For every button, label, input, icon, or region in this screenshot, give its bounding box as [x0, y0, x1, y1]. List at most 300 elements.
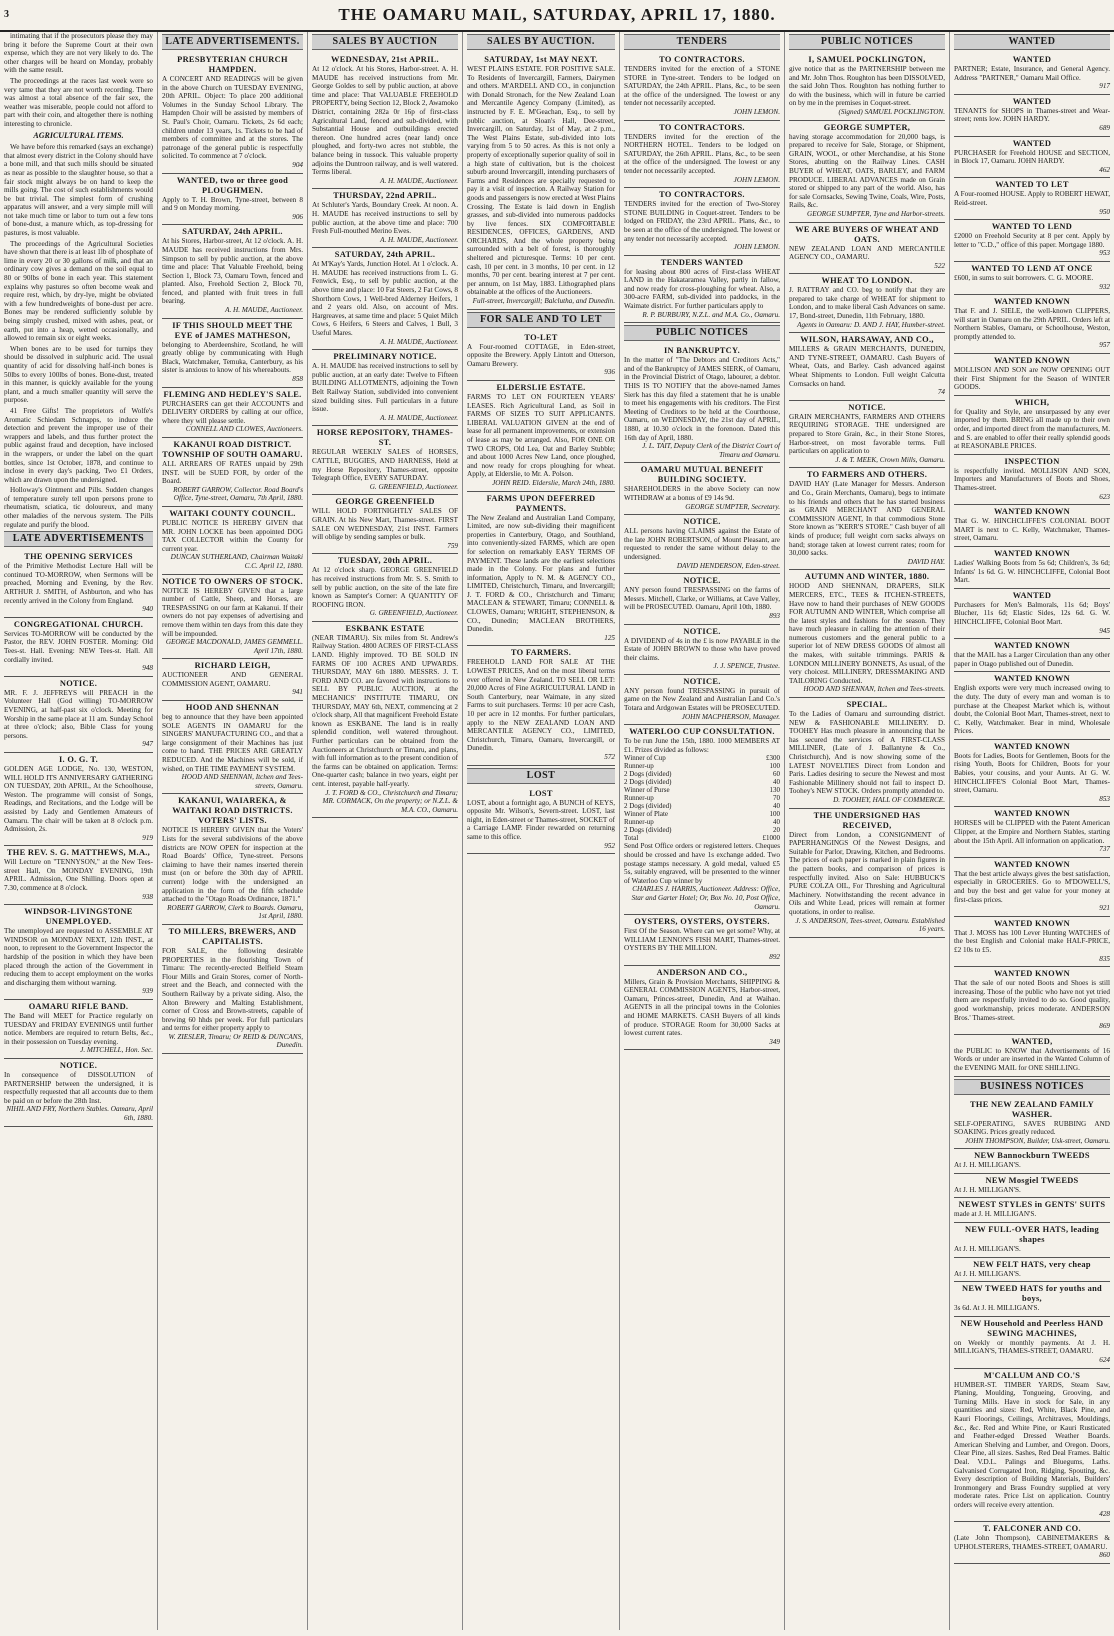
- ad: [954, 1223, 1110, 1258]
- ad-title: WANTED KNOWN: [994, 741, 1070, 751]
- prize-label: Runner-up: [624, 794, 654, 803]
- ad-sign: G. GREENFIELD, Auctioneer.: [369, 482, 458, 491]
- ad: [4, 753, 153, 846]
- column-heading: TENDERS: [624, 34, 780, 50]
- ad-sign: J. & T. MEEK, Crown Mills, Oamaru.: [835, 455, 945, 464]
- ad-sign: 919: [142, 833, 153, 842]
- ad: [467, 331, 615, 381]
- ad-title: WANTED TO LEND: [991, 222, 1073, 232]
- ad-title: WANTED KNOWN: [994, 969, 1070, 979]
- ad-title: WINDSOR-LIVINGSTONE UNEMPLOYED.: [24, 907, 133, 927]
- ad-title: NOTICE.: [59, 678, 98, 688]
- ad: [162, 701, 303, 794]
- ad-body: PURCHASER for Freehold HOUSE and SECTION, in Block 17, Oamaru. JOHN HARDY.: [954, 148, 1110, 166]
- ad-title: IN BANKRUPTCY.: [663, 346, 741, 356]
- ad: [954, 1282, 1110, 1317]
- ad-body: PARTNER; Estate, Insurance, and General Agency. Address "PARTNER," Oamaru Mail Office.: [954, 65, 1110, 82]
- ad: [467, 492, 615, 647]
- prize-amount: 130: [769, 786, 780, 795]
- ad-sign: 623: [1099, 492, 1110, 501]
- ad-body: TENDERS invited for the erection of Two-Storey STONE BUILDING in Coquet-street. Tenders to be lodged on FRIDAY, the 23rd APRIL. Plans, &c., to be seen at the office of the undersigned. The lowest or any tender not necessarily accepted.: [624, 200, 780, 243]
- ad-body: TENDERS invited for the erection of the NORTHERN HOTEL. Tenders to be lodged on SATURDAY, the 26th APRIL. Plans, &c., to be seen at the office of the undersigned. The lowest or any tender not necessarily accepted.: [624, 132, 780, 175]
- ad-title: ELDERSLIE ESTATE.: [496, 383, 586, 392]
- ad-title: PRELIMINARY NOTICE.: [333, 352, 437, 362]
- ad-body: A DIVIDEND of 4s in the £ is now PAYABLE in the Estate of JOHN BROWN to those who have proved their claims.: [624, 636, 780, 662]
- ad-body: WILL HOLD FORTNIGHTLY SALES OF GRAIN. At his New Mart, Thames-street. FIRST SALE ON WEDNESDAY, 21st INST. Farmers will oblige by sending samples or bulk.: [312, 507, 458, 542]
- ad-title: WATERLOO CUP CONSULTATION.: [629, 727, 775, 737]
- ad-title: NEW FELT HATS, very cheap: [973, 1259, 1091, 1269]
- ad: [789, 121, 945, 223]
- ad-title: THE NEW ZEALAND FAMILY WASHER.: [970, 1099, 1094, 1119]
- ad-body: Services TO-MORROW will be conducted by the Pastor, the REV. JOHN FOSTER. Morning: Old Tees-st. Hall. Evening: NEW Tees-st. Hall. All cordially invited.: [4, 629, 153, 664]
- ad-body: is respectfully invited. MOLLISON AND SON, Importers and Manufacturers of Boots and Shoes, Thames-street.: [954, 466, 1110, 492]
- ad-title: TO-LET: [524, 332, 558, 342]
- ad-sign: JOHN MACPHERSON, Manager.: [681, 712, 780, 721]
- ad-title: FARMS UPON DEFERRED PAYMENTS.: [486, 493, 596, 513]
- ad-body: Ladies' Walking Boots from 5s 6d; Children's, 3s 6d; Infants' 1s 6d. G. W. HINCHCLIFFE, Colonial Boot Mart.: [954, 558, 1110, 585]
- ad-title: NOTICE.: [59, 1060, 98, 1070]
- ad-body: That G. W. HINCHCLIFFE'S COLONIAL BOOT MART is next to C. Kelly, Watchmaker, Thames-street, Oamaru.: [954, 517, 1110, 543]
- ad-sign: 950: [1099, 207, 1110, 216]
- ad-sign: 125: [604, 633, 615, 642]
- ad: [467, 646, 615, 765]
- ad: [954, 1198, 1110, 1223]
- ad-title: WAITAKI COUNTY COUNCIL.: [169, 508, 296, 518]
- ad: [312, 495, 458, 554]
- ad-title: INSPECTION: [1004, 456, 1060, 466]
- ad-sign: Agents in Oamaru: D. AND J. HAY, Humber-street.: [797, 320, 945, 329]
- ad-sign: W. ZIESLER, Timaru; Or REID & DUNCANS, Dunedin.: [168, 1032, 303, 1050]
- ad-sign: 737: [1099, 845, 1110, 854]
- ad-sign: 74: [937, 388, 945, 397]
- article-text: Holloway's Ointment and Pills. Sudden changes of temperature surely tell upon persons prone to rheumatism, sciatica, tic doloureux, and many other maladies of the nervous system. The Pills regulate and purify the blood.: [4, 486, 153, 529]
- ad-title: WILSON, HARSAWAY, AND CO.,: [800, 335, 934, 345]
- column-heading: PUBLIC NOTICES: [789, 34, 945, 50]
- ad-body: 3s 6d. At J. H. MILLIGAN'S.: [954, 1304, 1040, 1313]
- article-text: When bones are to be used for turnips they should be dissolved in sulphuric acid. The usual quantity of acid for dissolving half-inch bones is 50lbs to every 100lbs of bones. Bone-dust, treated in this manner, is quickly available for the young plant, and a much smaller quantity will serve the purpose.: [4, 344, 153, 405]
- ad-title: RICHARD LEIGH,: [194, 661, 271, 671]
- ad-sign: 869: [1099, 1022, 1110, 1031]
- ad-body: Millers, Grain & Provision Merchants, SHIPPING & GENERAL COMMISSION AGENTS, Harbor-street, Oamaru, Princes-street, Dunedin, And at Waihao. AGENTS in all the principal towns in the Colonies and HOME MARKETS. CASH Buyers of all kinds of produce. STORAGE Room for 30,000 Sacks at lowest current rates.: [624, 977, 780, 1038]
- ad-sign: GEORGE SUMPTER, Tyne and Harbor-streets.: [807, 209, 945, 218]
- masthead-title: THE OAMARU MAIL, SATURDAY, APRIL 17, 1880.: [338, 5, 776, 24]
- ad: [467, 381, 615, 492]
- ad: [312, 622, 458, 818]
- ad-sign: A. H. MAUDE, Auctioneer.: [380, 337, 458, 346]
- ad: [954, 1174, 1110, 1199]
- prize-amount: 100: [769, 762, 780, 771]
- prize-label: 2 Dogs (divided): [624, 802, 672, 811]
- ad: [954, 396, 1110, 455]
- ad-body: TENDERS invited for the erection of a STONE STORE in Tyne-street. Tenders to be lodged on SATURDAY, the 24th APRIL. Plans, &c., to be seen at the office of the undersigned. The lowest or any tender not necessarily accepted.: [624, 65, 780, 108]
- ad-title: CONGREGATIONAL CHURCH.: [13, 619, 144, 629]
- prize-amount: 60: [773, 770, 780, 779]
- columns: [0, 32, 1114, 1632]
- ad: [954, 295, 1110, 354]
- ad-body: HORSES will be CLIPPED with the Patent American Clipper, at the Empire and Northern Stables, starting about the 15th April. All information on application.: [954, 819, 1110, 845]
- ad: [789, 333, 945, 401]
- prize-label: Winner of Purse: [624, 786, 670, 795]
- ad-title: WANTED, two or three good PLOUGHMEN.: [176, 175, 289, 195]
- ad-sign: 853: [1099, 794, 1110, 803]
- ad-body: At J. H. MILLIGAN'S.: [954, 1185, 1021, 1194]
- ad-body: having storage accommodation for 20,000 bags, is prepared to receive for Sale, Storage, or Shipment, GRAIN, WOOL, or other Merchandise, at his Stone Stores, abutting on the Railway Lines. CASH BUYER of WHEAT, OATS, BARLEY, and FARM PRODUCE. LIBERAL ADVANCES made on Grain stored or shipped to any part of the world. Also, has for sale Cornsacks, Sewing Twine, Coals, Wire, Posts, Rails, &c.: [789, 132, 945, 210]
- ad-sign: NIHIL AND FRY, Northern Stables. Oamaru, April 6th, 1880.: [6, 1105, 153, 1122]
- ad: [312, 554, 458, 622]
- ad: [954, 1149, 1110, 1174]
- ad: [4, 677, 153, 753]
- ad: [954, 672, 1110, 740]
- ad-body: Purchasers for Men's Balmorals, 11s 6d; Boys' Blucher, 11s 6d; Elastic Sides, 12s 6d. G. W. HINCHCLIFFE, Colonial Boot Mart.: [954, 600, 1110, 626]
- ad-title: NOTICE.: [683, 676, 721, 686]
- ad-sign: 689: [1099, 123, 1110, 132]
- ad-title: OAMARU MUTUAL BENEFIT BUILDING SOCIETY.: [640, 465, 764, 485]
- ad: [162, 388, 303, 438]
- masthead: [0, 0, 1114, 32]
- prize-row: [624, 834, 780, 842]
- ad-body: £2000 on Freehold Security at 8 per cent. Apply by letter to "C.D.," office of this paper. Mortgage 1880.: [954, 232, 1110, 249]
- ad-body: SELF-OPERATING, SAVES RUBBING AND SOAKING. Prices greatly reduced.: [954, 1119, 1110, 1137]
- ad-body: MOLLISON AND SON are NOW OPENING OUT their First Shipment for the Season of WINTER GOODS.: [954, 366, 1110, 392]
- ad: [954, 137, 1110, 179]
- ad-title: WANTED KNOWN: [994, 918, 1070, 928]
- ad: [624, 966, 780, 1051]
- ad-sign: JOHN REID. Elderslie, March 24th, 1880.: [492, 478, 615, 487]
- prize-amount: £300: [766, 754, 780, 763]
- ad-title: TO CONTRACTORS.: [659, 190, 745, 200]
- ad-sign: 952: [604, 841, 615, 850]
- ad-sign: 945: [1099, 626, 1110, 635]
- ad-title: ESKBANK ESTATE: [345, 623, 425, 633]
- column-1: [0, 32, 158, 1630]
- ad: [954, 1258, 1110, 1283]
- section-heading: AGRICULTURAL ITEMS.: [33, 130, 124, 140]
- ad-sign: 917: [1099, 82, 1110, 91]
- ad-sign: ROBERT GARROW, Collector. Road Board's Office, Tyne-street, Oamaru, 7th April, 1880.: [173, 485, 303, 503]
- ad: [4, 550, 153, 618]
- ad: [312, 189, 458, 248]
- ad: [467, 53, 615, 310]
- ad-body: SHAREHOLDERS in the above Society can now WITHDRAW at a bonus of £9 14s 9d.: [624, 485, 780, 502]
- ad-body: that the MAIL has a Larger Circulation than any other paper in Otago published out of Dunedin.: [954, 651, 1110, 668]
- ad-body: PUBLIC NOTICE IS HEREBY GIVEN that MR. JOHN LOCKE has been appointed DOG TAX COLLECTOR within the County for current year.: [162, 518, 303, 553]
- ad: [624, 574, 780, 624]
- ad-sign: 572: [604, 752, 615, 761]
- ad: [4, 1059, 153, 1127]
- ad-sign: 906: [292, 212, 303, 221]
- ad-title: WANTED KNOWN: [994, 674, 1070, 684]
- ad-body: A CONCERT AND READINGS will be given in the above Church on TUESDAY EVENING, 20th APRIL. Object: To place 200 additional Volumes in the Sunday School Library. The Hampden Choir will be assisted by members of St. Paul's Choir, Oamaru. Tickets, 2s 6d each; children under 13 years, 1s. Tickets to be had of members of committee and at the stores. The patronage of the general public is respectfully solicited. To commence at 7 o'clock.: [162, 75, 303, 161]
- ad-body: To be run June the 15th, 1880. 1000 MEMBERS AT £1. Prizes divided as follows:: [624, 737, 780, 754]
- ad-title: AUTUMN AND WINTER, 1880.: [804, 572, 930, 582]
- prize-label: 2 Dogs (divided): [624, 826, 672, 835]
- ad-title: NEW Bannockburn TWEEDS: [974, 1151, 1090, 1161]
- column-heading: SALES BY AUCTION: [312, 34, 458, 50]
- ad-body: At J. H. MILLIGAN'S.: [954, 1245, 1021, 1254]
- ad-body: A Four-roomed COTTAGE, in Eden-street, opposite the Brewery. Apply Lintott and Otterson, Oamaru Brewery.: [467, 342, 615, 368]
- ad-body: English exports were very much increased owing to the duty. The duty of every man and woman is to purchase at the Cheapest Market which is, without doubt, the Colonial Boot Mart, Thames-street, next to C. Kelly, Watchmaker. Bear in mind, Wholesale Prices.: [954, 684, 1110, 736]
- ad-title: THE OPENING SERVICES: [24, 552, 133, 562]
- ad: [4, 846, 153, 905]
- ad-title: NEW TWEED HATS for youths and boys,: [961, 1284, 1103, 1304]
- ad-title: IF THIS SHOULD MEET THE EYE of JAMES MATHESON,: [172, 320, 293, 340]
- ad: [954, 95, 1110, 137]
- ad-sign: JOHN LEMON.: [733, 107, 780, 116]
- ad-title: THE UNDERSIGNED HAS RECEIVED,: [813, 810, 921, 830]
- column-heading: WANTED: [954, 34, 1110, 50]
- ad-title: WANTED: [1012, 590, 1052, 600]
- ad-body: ALL ARREARS OF RATES unpaid by 29th INST. will be SUED FOR, by order of the Board.: [162, 460, 303, 486]
- ad-body: beg to announce that they have been appointed SOLE AGENTS IN OAMARU for the SINGERS' MANUFACTURING CO., and that a large consignment of their Machines has just come to hand. THE PRICES ARE GREATLY REDUCED. And the Machines will be sold, if wished, on THE TIME PAYMENT SYSTEM.: [162, 713, 303, 773]
- prize-label: Winner of Plate: [624, 810, 669, 819]
- ad-title: WANTED KNOWN: [994, 809, 1070, 819]
- ad-title: LOST: [529, 788, 553, 798]
- ad-title: HOOD AND SHENNAN: [185, 703, 280, 713]
- ad-body: Boots for Ladies, Boots for Gentlemen, Boots for the rising Youth, Boots for Children, Boots for your Babies, your cousins, and your Aunts. At G. W. HINCHCLIFFE'S Colonial Boot Mart, Thames-street, Oamaru.: [954, 751, 1110, 795]
- ad-sign: A. H. MAUDE, Auctioneer.: [380, 413, 458, 422]
- ad-body: That J. MOSS has 100 Lever Hunting WATCHES of the best English and Colonial make HALF-PRICE, £2 10s to £5.: [954, 928, 1110, 954]
- ad-sign: 522: [934, 261, 945, 270]
- ad-body: That the sale of our noted Boots and Shoes is still increasing. Those of the public who have not yet tried them are respectfully invited to do so. Good quality, good workmanship, prices moderate. ANDERSON Bros.' Thames-street.: [954, 979, 1110, 1022]
- ad-sign: G. GREENFIELD, Auctioneer.: [369, 609, 458, 618]
- ad-body: Direct from London, a CONSIGNMENT of PAPERHANGINGS Of the Newest Designs, and Suitable for Parlor, Drawing, Kitchen, and Bedrooms. The prices of each paper is marked in plain figures in the pattern books, and comparison of prices is respectfully invited. Also on Sale: HUBBUCK'S PURE COLZA OIL, For Threshing and Agricultural Machinery. Notwithstanding the recent advance in Oils and White Lead, prices will remain at former quotations, in order to realise.: [789, 830, 945, 916]
- ad-title: KAKANUI ROAD DISTRICT. TOWNSHIP OF SOUTH OAMARU.: [162, 440, 303, 459]
- article-text: We have before this remarked (says an exchange) that almost every district in the Colony should have a bone mill, and that such mills should be situated as near as possible to the slaughter house, so that a fair stock might always be on hand to keep the mills going. The cost of such establishments would be but trivial. The simplest form of crushing apparatus will answer, and a very simple mill will not take much time or labor to turn out a few tons of bone-dust, a manure which, as top-dressing for pastures, is most valuable.: [4, 143, 153, 238]
- prize-row: [624, 762, 780, 770]
- ad-title: WANTED KNOWN: [994, 356, 1070, 366]
- column-heading: PUBLIC NOTICES: [624, 325, 780, 341]
- ad-sign: JOHN LEMON.: [733, 175, 780, 184]
- ad-title: WANTED,: [1011, 1036, 1053, 1046]
- ad: [624, 725, 780, 915]
- prize-row: [624, 826, 780, 834]
- ad-body: for Quality and Style, are unsurpassed by any ever imported by them. BRING all made up to their own order, and imported direct from the manufacturers, M. and S. are enabled to offer their really splendid goods at REASONABLE PRICES.: [954, 407, 1110, 451]
- ad-sign: 835: [1099, 954, 1110, 963]
- ad-title: NOTICE.: [683, 517, 721, 527]
- ad-sign: JOHN LEMON.: [733, 243, 780, 252]
- column-heading: LATE ADVERTISEMENTS.: [162, 34, 303, 50]
- ad-body: ANY person found TRESPASSING in pursuit of game on the New Zealand and Australian Land Co.'s Totara and Ardgowan Estates will be PROSECUTED.: [624, 686, 780, 713]
- ad-body: FOR SALE, the following desirable PROPERTIES in the flourishing Town of Timaru: The recently-erected Belfield Steam Flour Mills and Grain Stores, corner of North-street and the Beach, and connected with the Southern Railway by a private siding. Also, the Alton Brewery and Malting Establishment, corner of Cross and Brown-streets, capable of brewing 60 hhds per week. For full particulars and terms for either property apply to: [162, 946, 303, 1033]
- ad-sign: CONNELL AND CLOWES, Auctioneers.: [185, 425, 303, 434]
- ad-body: LOST, about a fortnight ago, A BUNCH of KEYS, opposite Mr. Wilson's, Severn-street. LOST, last night, in Eden-street or Thames-street, SOCKET of a Carriage LAMP. Finder rewarded on returning same to this office.: [467, 798, 615, 841]
- prize-table: [624, 754, 780, 842]
- ad-sign: 349: [769, 1037, 780, 1046]
- ad: [954, 262, 1110, 295]
- ad-body: TENANTS for SHOPS in Thames-street and Wear-street; rents low. JOHN HARDY.: [954, 106, 1110, 124]
- ad: [4, 618, 153, 677]
- ad: [162, 174, 303, 226]
- ad: [624, 121, 780, 189]
- ad: [467, 787, 615, 855]
- prize-label: Runner-up: [624, 818, 654, 827]
- ad: [624, 915, 780, 965]
- ad-title: OYSTERS, OYSTERS, OYSTERS.: [634, 917, 770, 927]
- ad-sign: GEORGE SUMPTER, Secretary.: [685, 502, 780, 511]
- ad-sign: 904: [292, 160, 303, 169]
- ad-sign: A. H. MAUDE, Auctioneer.: [380, 176, 458, 185]
- ad-title: I, SAMUEL POCKLINGTON,: [808, 55, 926, 64]
- prize-row: [624, 794, 780, 802]
- ad-title: SATURDAY, 1st MAY NEXT.: [484, 55, 598, 64]
- ad-body: belonging to Aberdeenshire, Scotland, he will greatly oblige by communicating with Hugh Black, Watchmaker, Temuka, Canterbury, as his sister is anxious to know of his whereabouts.: [162, 340, 303, 375]
- ad-title: TO CONTRACTORS.: [659, 55, 745, 64]
- ad-title: THURSDAY, 22nd APRIL.: [333, 191, 437, 201]
- ad-sign: HOOD AND SHENNAN, Itchen and Tees-streets.: [803, 685, 945, 694]
- ad: [789, 401, 945, 469]
- ad-title: THE REV. S. G. MATTHEWS, M.A.,: [6, 848, 151, 858]
- ad: [954, 1317, 1110, 1369]
- ad-sign: 428: [1099, 1509, 1110, 1518]
- ad: [624, 344, 780, 463]
- article-text: 41 Free Gifts! The proprietors of Wolfe's Aromatic Schiedam Schnapps, to induce the detection and prevent the improper use of their wrappers and labels, and thus further protect the public against fraud and deception, have inclosed in the wrappers, or under the label on the quart bottles, since 1st October, 1878, and continue to inclose in every day's packing, Two £1 Orders, which are drawn upon the undersigned.: [4, 406, 153, 484]
- prize-amount: 70: [773, 794, 780, 803]
- ad: [789, 570, 945, 698]
- ad-sign: 932: [1099, 282, 1110, 291]
- ad-title: WE ARE BUYERS OF WHEAT AND OATS.: [795, 224, 939, 244]
- ad-body: At his Stores, Harbor-street, At 12 o'clock. A. H. MAUDE has received instructions from Mrs. Simpson to sell by public auction, at the above time and place: That Valuable Freehold, being Section 1, Block 73, Oamaru Town, fenced and planted. Also, Freehold Section 2, Block 70, fenced, and planted with fruit trees in full bearing.: [162, 237, 303, 306]
- ad-body: GRAIN MERCHANTS, FARMERS AND OTHERS REQUIRING STORAGE. THE undersigned are prepared to Store Grain, &c., in their Stone Stores, Harbor-street, on most favorable terms. Full particulars on application to: [789, 412, 945, 456]
- ad: [954, 589, 1110, 639]
- prize-amount: 20: [773, 826, 780, 835]
- ad-body: NOTICE IS HEREBY GIVEN that a large number of Cattle, Sheep, and Horses, are TRESPASSING on our farm at Kakanui. If their owners do not pay expenses of advertising and remove them within ten days from this date they will be impounded.: [162, 586, 303, 638]
- prize-amount: 40: [773, 818, 780, 827]
- ad: [954, 53, 1110, 95]
- ad: [954, 178, 1110, 220]
- ad-body: FARMS TO LET ON FOURTEEN YEARS' LEASES. Rich Agricultural Land, as Soil in FARMS OF SIZES TO SUIT APPLICANTS. LIBERAL VALUATION GIVEN at the end of lease for all permanent improvements, or extension of lease as may be arranged. Also, FOR ONE OR TWO CROPS, Old Lea, Oat and Barley Stubble; and about 1000 Acres New Land, once ploughed, and now ready for crops ploughing for wheat. Apply, at Elderslie, to Mr. A. Polson.: [467, 393, 615, 479]
- ad-sign: 759: [447, 541, 458, 550]
- ad-body: At Schluter's Yards, Boundary Creek. At noon. A. H. MAUDE has received instructions to sell by public auction, at the above time and place: 700 Fresh Full-mouthed Merino Ewes.: [312, 201, 458, 236]
- ad-body: A. H. MAUDE has received instructions to sell by public auction, at an early date: Twelve to Fifteen BUILDING ALLOTMENTS, adjoining the Town Belt Railway Station, subdivided into convenient sized building sites. Full particulars in a future issue.: [312, 362, 458, 414]
- prize-row: [624, 810, 780, 818]
- ad-title: WANTED KNOWN: [994, 859, 1070, 869]
- ad-title: TO FARMERS.: [510, 648, 572, 658]
- ad-sign: 957: [1099, 341, 1110, 350]
- ad-sign: GEORGE MACDONALD, JAMES GEMMELL. April 17th, 1880.: [165, 638, 303, 655]
- ad-sign: A. H. MAUDE, Auctioneer.: [225, 306, 303, 315]
- ad: [624, 675, 780, 725]
- ad-title: OAMARU RIFLE BAND.: [28, 1002, 129, 1011]
- ad-title: SPECIAL.: [846, 700, 888, 710]
- prize-row: [624, 770, 780, 778]
- ad-body: made at J. H. MILLIGAN'S.: [954, 1210, 1037, 1219]
- ad: [954, 1098, 1110, 1150]
- ad-title: ANDERSON AND CO.,: [656, 967, 748, 977]
- ad-title: FLEMING AND HEDLEY'S SALE.: [163, 389, 302, 399]
- ad-sign: J. T. FORD & CO., Christchurch and Timaru; MR. CORMACK, On the property; or N.Z.L. & M.A. CO., Oamaru.: [322, 788, 458, 814]
- ad: [312, 53, 458, 189]
- ad-body: GOLDEN AGE LODGE, No. 130, WESTON, WILL HOLD ITS ANNIVERSARY GATHERING ON TUESDAY, 20th APRIL, At the Schoolhouse, Weston. The programme will consist of Songs, Readings, and Recitations, and the Lodge will be assisted by Lady and Gentlemen Amateurs of Oamaru. The chair will be taken at 8 o'clock p.m. Admission, 2s.: [4, 764, 153, 834]
- ad-body: At J. H. MILLIGAN'S.: [954, 1269, 1021, 1278]
- ad-title: GEORGE GREENFIELD: [335, 497, 435, 507]
- ad-title: WANTED KNOWN: [994, 297, 1070, 307]
- ad-body: The New Zealand and Australian Land Company, Limited, are now sub-dividing their magnificent properties in Canterbury, Otago, and Southland, into conveniently-sized FARMS, which are open for selection on remarkably EASY TERMS OF PAYMENT. These lands are the earliest selections made in the Colony. For plans and further information, Apply to N. M. & AGENCY CO., LIMITED, Christchurch, Timaru, and Invercargill; J. T. FORD & CO., Christchurch and Timaru; MACLEAN & STEWART, Timaru; CONNELL & CLOWES, Oamaru; WRIGHT, STEPHENSON, & CO., Dunedin; MACLEAN BROTHERS, Dunedin.: [467, 513, 615, 634]
- ad-title: WHEAT TO LONDON.: [821, 276, 913, 286]
- ad-sign: 892: [769, 952, 780, 961]
- ad-title: WANTED KNOWN: [994, 548, 1070, 558]
- ad-sign: J. L. TAIT, Deputy Clerk of the District Court of Timaru and Oamaru.: [642, 442, 780, 459]
- ad-body: First Of the Season. Where can we get some? Why, at WILLIAM LENNON'S FISH MART, Thames-street. OYSTERS BY THE MILLION.: [624, 927, 780, 953]
- ad-body: PURCHASERS can get their ACCOUNTS and DELIVERY ORDERS by calling at our office, where they will please settle.: [162, 399, 303, 425]
- ad: [954, 967, 1110, 1035]
- ad-title: NEW Household and Peerless HAND SEWING MACHINES,: [960, 1318, 1104, 1338]
- ad-sign: 624: [1099, 1356, 1110, 1365]
- ad-body: REGULAR WEEKLY SALES of HORSES, CATTLE, BUGGIES, AND HARNESS, Held at my Horse Repository, Thames-street, opposite Telegraph Office, EVERY SATURDAY.: [312, 448, 458, 483]
- ad: [162, 438, 303, 507]
- prize-row: [624, 754, 780, 762]
- ad-body: (NEAR TIMARU). Six miles from St. Andrew's Railway Station. 4800 ACRES OF FIRST-CLASS LAND. Highly improved. TO BE SOLD IN FARMS OF 100 ACRES AND UPWARDS. THURSDAY, MAY 6th 1880. MESSRS. J. T. FORD AND CO. are favored with instructions to SELL BY PUBLIC AUCTION, at the MECHANICS' INSTITUTE TIMARU, ON THURSDAY, MAY 6th, NEXT, commencing at 2 o'clock sharp, All that magnificent Freehold Estate known as ESKBANE. The land is in really splendid condition, well watered throughout. Further particulars can be obtained from the Auctioneers at Christchurch or Timaru, and plans, with full information as to the present condition of the farms can be obtained on application. Terms: One-quarter cash; balance in two years, eight per cent. interest, payable half-yearly.: [312, 633, 458, 788]
- ad-title: NEW Mosgiel TWEEDS: [985, 1175, 1079, 1185]
- ad-sign: D. TOOHEY, HALL OF COMMERCE.: [833, 795, 945, 804]
- ad-sign: 893: [769, 611, 780, 620]
- column-6: [785, 32, 950, 1630]
- ad-title: TO FARMERS AND OTHERS.: [806, 470, 928, 480]
- ad-body: DAVID HAY (Late Manager for Messrs. Anderson and Co., Grain Merchants, Oamaru), begs to intimate to his friends and others that he has started business as GRAIN MERCHANT AND GENERAL COMMISSION AGENT, In that commodious Stone Store known as "KERR'S STORE." Cash buyer of all kinds of produce; full weight corn sacks always on hand; storage taken at lowest current rates; room for 30,000 sacks.: [789, 480, 945, 558]
- ad-body: A Four-roomed HOUSE. Apply to ROBERT HEWAT, Reid-street.: [954, 190, 1110, 207]
- ad: [789, 53, 945, 121]
- ad-body: FREEHOLD LAND FOR SALE AT THE LOWEST PRICES, And on the most liberal terms ever offered in New Zealand. TO SELL OR LET: 20,000 Acres of Fine AGRICULTURAL LAND in South Canterbury, near Waimate, in any sized Farms to suit purchasers. Terms: 10 per acre Cash, 10 per acre in 12 months. For further particulars, apply to the NEW ZEALAND LOAN AND MERCANTILE AGENCY CO., LIMITED, Christchurch, Timaru, Oamaru, Invercargill, or Dunedin.: [467, 658, 615, 753]
- ad-title: SATURDAY, 24th APRIL.: [182, 227, 283, 237]
- column-heading: BUSINESS NOTICES: [954, 1079, 1110, 1095]
- ad-body: The unemployed are requested to ASSEMBLE AT WINDSOR on MONDAY NEXT, 12th INST., at noon, to represent to the Government Inspector the hardship of the position in which they have been placed through the action of the Government in reducing them to accept employment on the works and discharging them without warning.: [4, 927, 153, 987]
- column-heading: SALES BY AUCTION.: [467, 34, 615, 50]
- ad-title: GEORGE SUMPTER,: [823, 122, 911, 132]
- column-2: [158, 32, 308, 1630]
- ad-body: on Weekly or monthly payments. At J. H. MILLIGAN'S, THAMES-STREET, OAMARU.: [954, 1338, 1110, 1356]
- ad-sign: 936: [604, 368, 615, 377]
- ad-title: WANTED TO LET: [995, 180, 1069, 190]
- ad-sign: 941: [292, 688, 303, 697]
- ad: [162, 794, 303, 925]
- ad-body: ANY person found TRESPASSING on the farms of Messrs. Mitchell, Clarke, or Williams, at Cave Valley, will be PROSECUTED. Oamaru, April 10th, 1880.: [624, 586, 780, 612]
- ad-sign: 953: [1099, 249, 1110, 258]
- ad-sign: J. S. ANDERSON, Tees-street, Oamaru. Established 16 years.: [795, 916, 945, 934]
- ad-sign: 938: [142, 892, 153, 901]
- ad: [789, 698, 945, 809]
- prize-label: Winner of Cup: [624, 754, 666, 763]
- ad: [624, 463, 780, 515]
- ad: [954, 220, 1110, 262]
- ad: [162, 225, 303, 318]
- ad: [789, 223, 945, 275]
- ad-sign: DAVID HENDERSON, Eden-street.: [676, 561, 780, 570]
- prize-label: 2 Dogs (divided): [624, 778, 672, 787]
- ad-title: PRESBYTERIAN CHURCH HAMPDEN.: [177, 55, 288, 74]
- ad-sign: 947: [142, 740, 153, 749]
- article-text: The proceedings of the Agricultural Societies have shown that there is at least 1lb of phosphate of lime in every 20 or 30 gallons of milk, and that an ordinary cow gives a demand on the soil equal to 80 or 90lbs of bone in each year. This statement explains why pastures so often become weak and require rest, which, by dry-lye, might be obviated with a few hundredweights of bone-dust per acre. Bones may be rendered sufficiently soluble by being simply crushed, mixed with ashes, peat, or earth, put into a heap, wetted occasionally, and allowed to remain six or eight weeks.: [4, 239, 153, 343]
- ad: [954, 858, 1110, 917]
- ad-sign: 860: [1099, 1551, 1110, 1560]
- ad-title: SATURDAY, 24th APRIL.: [334, 250, 436, 260]
- ad-title: WANTED: [1012, 96, 1052, 106]
- ad-title: WANTED TO LEND AT ONCE: [971, 263, 1093, 273]
- ad-title: TO CONTRACTORS.: [659, 122, 745, 132]
- ad-sign: J. J. SPENCE, Trustee.: [713, 662, 780, 671]
- ad-sign: JOHN THOMPSON, Builder, Usk-street, Oamaru.: [964, 1136, 1110, 1145]
- ad-body: NEW ZEALAND LOAN AND MERCANTILE AGENCY CO., OAMARU.: [789, 244, 945, 262]
- ad: [789, 809, 945, 938]
- prize-label: Runner-up: [624, 762, 654, 771]
- ad: [789, 274, 945, 333]
- ad-body: give notice that as the PARTNERSHIP between me and Mr. John Thos. Roughton has been DISSOLVED, the said John Thos. Roughton has nothing further to do with the business, which will in future be carried on by me in the premises in Coquet-street.: [789, 65, 945, 108]
- ad-sign: 858: [292, 375, 303, 384]
- ad-body: the PUBLIC to KNOW that Advertisements of 16 Words or under are inserted in the Wanted Column of the EVENING MAIL for ONE SHILLING.: [954, 1046, 1110, 1072]
- prize-label: 2 Dogs (divided): [624, 770, 672, 779]
- ad-title: NOTICE.: [683, 576, 721, 586]
- ad-sign: (Signed) SAMUEL POCKLINGTON.: [838, 107, 945, 116]
- column-heading: FOR SALE AND TO LET: [467, 312, 615, 328]
- ad: [954, 639, 1110, 672]
